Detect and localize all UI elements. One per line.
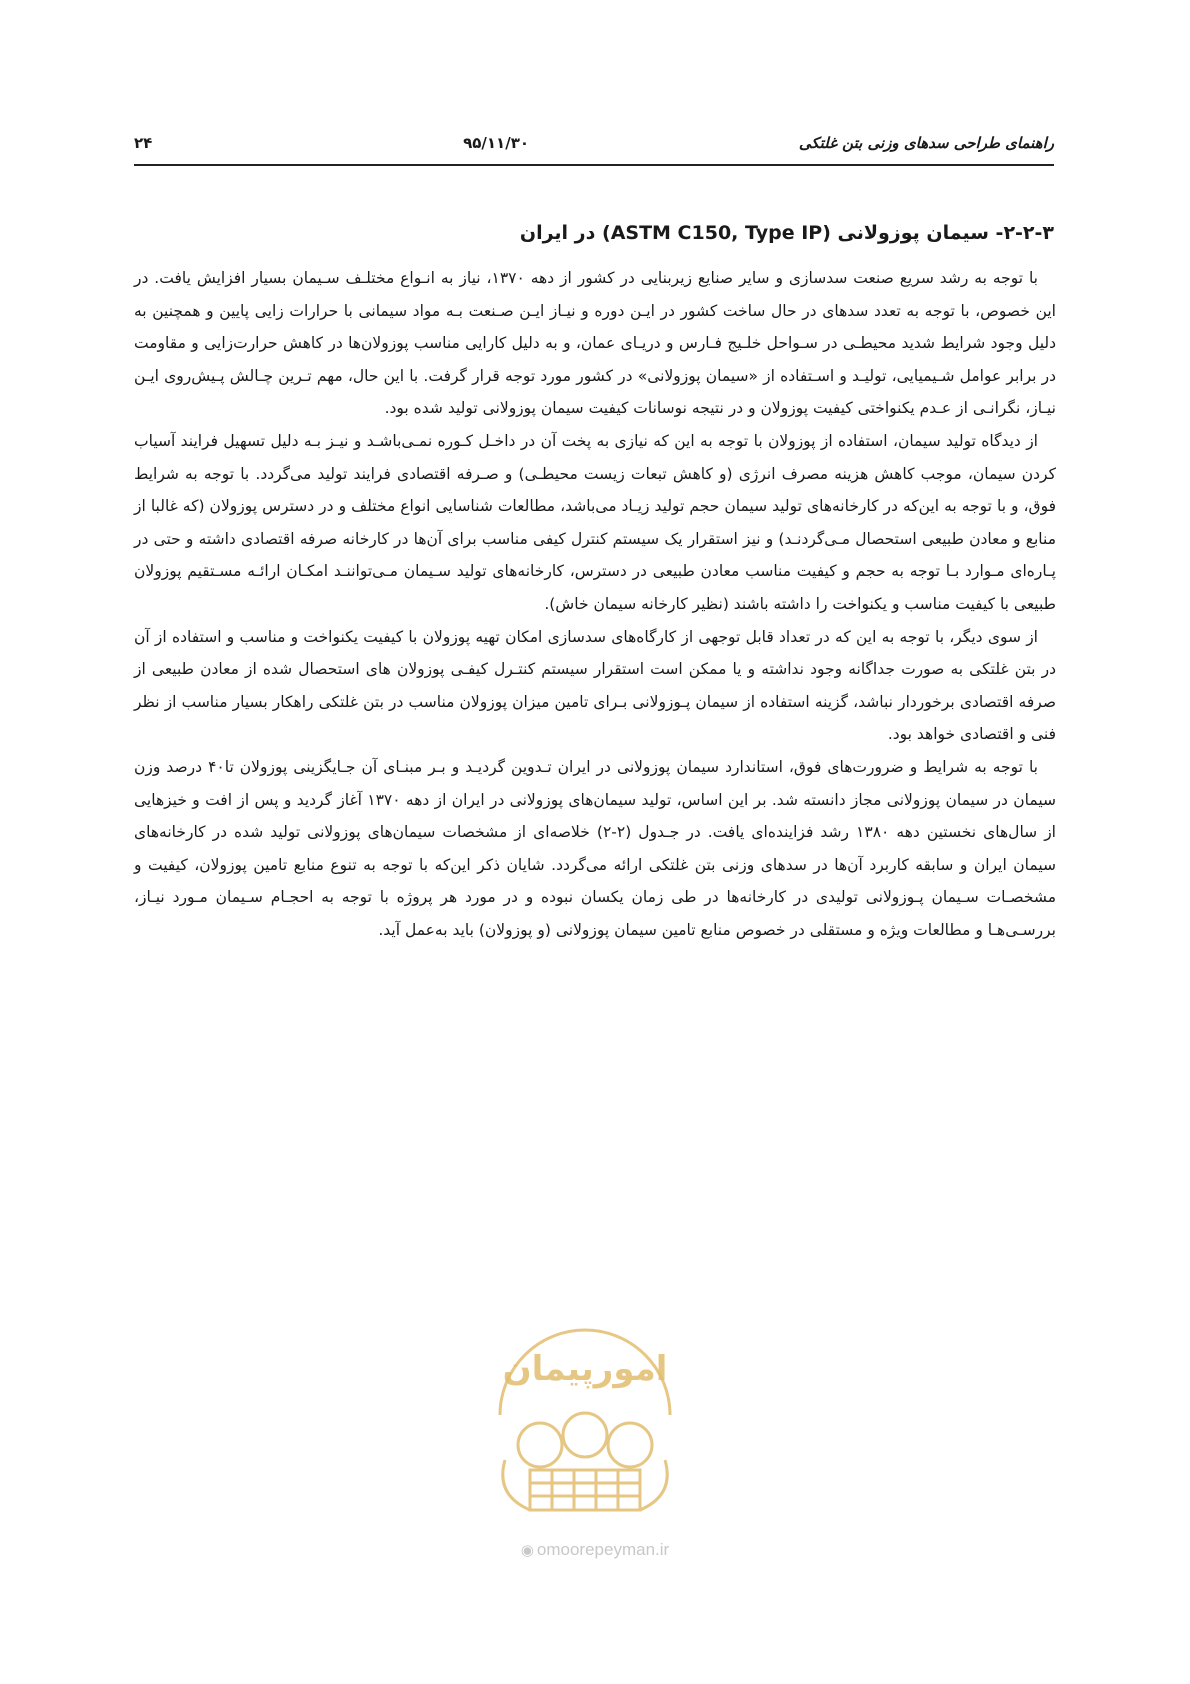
page-number: ۲۴	[134, 134, 153, 152]
paragraph-4: با توجه به شرایط و ضرورت‌های فوق، استاندارد سیمان پوزولانی در ایران تـدوین گردیـد و بـر مبنـای آن جـایگزینی پوزولان تا۴۰ درصد وزن سیمان در سیمان پوزولانی مجاز دانسته شد. بر این اساس، تولید سیمان‌های پوزولانی در ایران از دهه ۱۳۷۰ آغاز گردید و پس از افت و خیزهایی از سال‌های نخستین دهه ۱۳۸۰ رشد فزاینده‌ای یافت. در جـدول (۲-۲) خلاصه‌ای از مشخصات سیمان‌های پوزولانی تولید شده در کارخانه‌های سیمان ایران و سابقه کاربرد آن‌ها در سدهای وزنی بتن غلتکی ارائه می‌گردد. شایان ذکر این‌که با توجه به تنوع منابع تامین پوزولان، کیفیت و مشخصـات سـیمان پـوزولانی تولیدی در کارخانه‌ها در طی زمان یکسان نبوده و در مورد هر پروژه با توجه به احجـام سـیمان مـورد نیـاز، بررسـی‌هـا و مطالعات ویژه و مستقلی در خصوص منابع تامین سیمان پوزولانی (و پوزولان) باید به‌عمل آید.	[134, 757, 1056, 939]
section-title: ۲-۲-۳- سیمان پوزولانی (ASTM C150, Type IP) در ایران	[519, 222, 1054, 244]
paragraph-1: با توجه به رشد سریع صنعت سدسازی و سایر صنایع زیربنایی در کشور از دهه ۱۳۷۰، نیاز به انـواع مختلـف سـیمان بسیار افزایش یافت. در این خصوص، با توجه به تعدد سدهای در حال ساخت کشور در ایـن دوره و نیـاز ایـن صـنعت بـه مواد سیمانی با حرارات زایی پایین و همچنین به دلیل وجود شرایط شدید محیطـی در سـواحل خلـیج فـارس و دریـای عمان، و به دلیل کارایی مناسب پوزولان‌ها در کاهش حرارت‌زایی و مقاومت در برابر عوامل شـیمیایی، تولیـد و اسـتفاده از «سیمان پوزولانی» در کشور مورد توجه قرار گرفت. با این حال، مهم تـرین چـالش پـیش‌روی ایـن نیـاز، نگرانـی از عـدم یکنواختی کیفیت پوزولان و در نتیجه نوسانات کیفیت سیمان پوزولانی تولید شده بود.	[134, 269, 1056, 418]
book-title: راهنمای طراحی سدهای وزنی بتن غلتکی	[798, 134, 1054, 152]
globe-icon: ◉	[520, 1542, 534, 1559]
website-watermark	[0, 1540, 1190, 1560]
paragraph-2: از دیدگاه تولید سیمان، استفاده از پوزولان با توجه به این که نیازی به پخت آن در داخـل کـوره نمـی‌باشـد و نیـز بـه دلیل تسهیل فرایند آسیاب کردن سیمان، موجب کاهش هزینه مصرف انرژی (و کاهش تبعات زیست محیطـی) و صـرفه اقتصادی فرایند تولید می‌گردد. با توجه به شرایط فوق، و با توجه به این‌که در کارخانه‌های تولید سیمان حجم تولید زیـاد می‌باشد، مطالعات شناسایی انواع مختلف و در دسترس پوزولان (که غالبا از منابع و معادن طبیعی استحصال مـی‌گردنـد) و نیز استقرار یک سیستم کنترل کیفی مناسب برای آن‌ها در کارخانه صرفه اقتصادی داشته و حتی در پـاره‌ای مـوارد بـا توجه به حجم و کیفیت مناسب معادن طبیعی در دسترس، کارخانه‌های تولید سـیمان مـی‌تواننـد امکـان ارائـه مسـتقیم پوزولان طبیعی با کیفیت مناسب و یکنواخت را داشته باشند (نظیر کارخانه سیمان خاش).	[134, 431, 1056, 613]
paragraph-3: از سوی دیگر، با توجه به این که در تعداد قابل توجهی از کارگاه‌های سدسازی امکان تهیه پوزولان با کیفیت یکنواخت و مناسب و استفاده از آن در بتن غلتکی به صورت جداگانه وجود نداشته و یا ممکن است استقرار سیستم کنتـرل کیفـی پوزولان های استحصال شده از معادن طبیعی از صرفه اقتصادی برخوردار نباشد، گزینه استفاده از سیمان پـوزولانی بـرای تامین میزان پوزولان مناسب در بتن غلتکی راهکار بسیار مناسب از نظر فنی و اقتصادی خواهد بود.	[134, 627, 1056, 744]
website-url: omoorepeyman.ir	[536, 1540, 670, 1559]
watermark-stamp-logo	[470, 1295, 700, 1525]
header-date: ۹۵/۱۱/۳۰	[463, 134, 529, 152]
body-text	[134, 262, 1056, 946]
header-divider	[134, 164, 1054, 166]
stamp-logo-icon	[470, 1295, 700, 1525]
page-header	[134, 128, 1054, 162]
stamp-text: امورپیمان	[502, 1349, 668, 1389]
